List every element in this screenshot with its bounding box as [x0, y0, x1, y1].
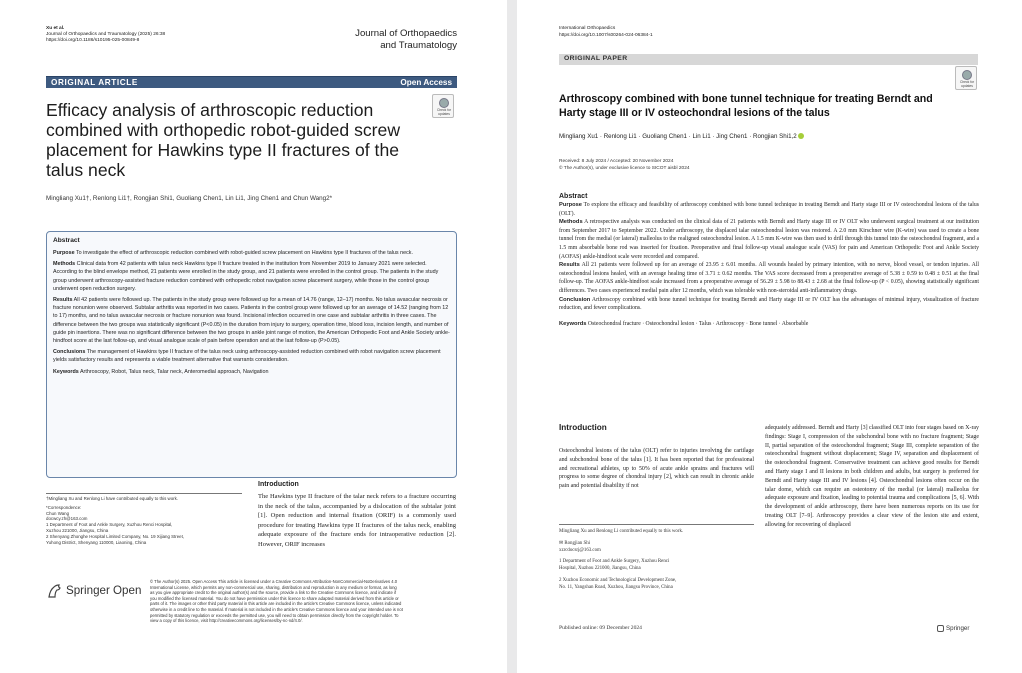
footnote-rule	[46, 493, 242, 494]
received-accepted-dates: Received: 8 July 2024 / Accepted: 20 November 2024	[559, 159, 674, 164]
left-intro-text: The Hawkins type II fracture of the talar neck refers to a fracture occurring in the neck of the talus, accompanied by a dislocation of the subtalar joint [1]. Open reduction and internal fixation (ORIF) is a commonly used procedure for treating Hawkins type II fractures of the talus neck, enabling adequate exposure of the fracture ends for intraoperative reduction [2]. However, ORIF increases	[258, 493, 456, 548]
footnote-line: *Correspondence:	[46, 504, 82, 510]
right-authors	[559, 133, 969, 140]
right-intro-text: Osteochondral lesions of the talus (OLT) refer to injuries involving the cartilage and subchondral bone of the talus [1]. It has been reported that for professional and recreational athletes, up to 50% of acute ankle sprains and fractures will progress to some degree of chondral injury [2], which can result in chronic ankle pain and potential disability if not	[559, 448, 754, 490]
right-article-title: Arthroscopy combined with bone tunnel technique for treating Berndt and Harty stage III or IV osteochondral lesions of the talus	[559, 93, 933, 119]
right-paper-page	[517, 0, 1022, 673]
abstract-text: All 42 patients were followed up. The patients in the study group were followed up for a mean of 14.76 (range, 12–17) months. No talus avascular necrosis or fracture nonunion were observed. Subtalar arthritis was reported in two cases. Patients in the control group were followed up for an average of 14.52 (ranging from 12 to 17) months, and no talus avascular necrosis or fracture nonunion was found. Incisional infection occurred in one case and subtalar arthritis in three cases. The difference between the two groups was statistically significant (P<0.05) in the duration from injury to surgery, operation time, blood loss, incision length, and number of guide pin insertions. There was no significant difference between the two groups in ankle joint range of motion, the American Orthopedic Foot and Ankle Society ankle-hindfoot score at the last follow-up, and visual analogue scale of pain before operation and at the last follow-up (P>0.05).	[53, 297, 450, 345]
left-abstract-keywords	[53, 368, 450, 376]
correspondence-email[interactable]: docwcy.zh@163.com	[46, 516, 88, 522]
left-paper-page	[0, 0, 507, 673]
right-abstract-conclusion	[559, 296, 979, 313]
abstract-label: Purpose	[53, 250, 75, 256]
keywords-label: Keywords	[559, 320, 587, 327]
license-line: as you give appropriate credit to the original author(s) and the source, provide a link to the Creative Commons licence, and indicate if	[150, 590, 397, 596]
left-abstract-heading: Abstract	[53, 237, 80, 244]
springer-horse-icon	[46, 582, 64, 600]
keywords-text: Osteochondral fracture · Osteochondral lesion · Talus · Arthroscopy · Bone tunnel · Absorbable	[586, 320, 809, 327]
right-article-type-bar	[559, 54, 978, 65]
right-abstract-methods	[559, 218, 979, 261]
left-article-type-bar	[46, 76, 457, 88]
abstract-label: Methods	[559, 219, 583, 226]
left-footnotes	[46, 493, 242, 545]
right-authors-text: Mingliang Xu1 · Renlong Li1 · Guoliang Chen1 · Lin Li1 · Jing Chen1 · Rongjian Shi1,2	[559, 133, 797, 140]
check-badge-line2: updates	[961, 83, 973, 88]
right-dates	[559, 159, 859, 172]
springer-open-label: Springer Open	[66, 584, 142, 597]
abstract-label: Keywords	[53, 368, 79, 375]
left-abstract-box	[46, 231, 457, 478]
left-authors: Mingliang Xu1†, Renlong Li1†, Rongjian Shi1, Guoliang Chen1, Lin Li1, Jing Chen1 and Chun Wang2*	[46, 195, 333, 202]
license-line: you modified the licensed material. You do not have permission under this licence to share adapted material derived from this article or	[150, 595, 399, 601]
copyright-line: © The Author(s), under exclusive licence to SICOT aisbl 2024	[559, 165, 690, 171]
right-abstract-heading: Abstract	[559, 193, 588, 200]
check-updates-icon	[962, 70, 972, 80]
license-line: © The Author(s) 2025. Open Access This article is licensed under a Creative Commons Attribution-NonCommercial-NoDerivatives 4.0	[150, 579, 398, 584]
left-journal-name	[297, 28, 457, 52]
left-abstract-results	[53, 296, 450, 345]
right-abstract	[559, 193, 979, 328]
right-header	[559, 26, 809, 40]
footnote-line: Mingliang Xu and Renlong Li contributed equally to this work.	[559, 529, 684, 534]
published-online-date: Published online: 09 December 2024	[559, 625, 642, 631]
license-line: permitted by statutory regulation or exceeds the permitted use, you will need to obtain permission directly from the copyright holder. To	[150, 612, 399, 618]
footnote-line: 1 Department of Foot and Ankle Surgery, Xuzhou Renci Hospital,	[46, 522, 173, 528]
right-abstract-purpose	[559, 201, 979, 218]
abstract-text: Arthroscopy, Robot, Talus neck, Talar neck, Anteromedial approach, Navigation	[78, 368, 269, 375]
abstract-label: Purpose	[559, 202, 583, 208]
right-abstract-results	[559, 261, 979, 295]
abstract-label: Methods	[53, 261, 76, 268]
affiliation-line: 2 Xuzhou Economic and Technological Development Zone,	[559, 577, 677, 583]
footnote-line: Chun Wang	[46, 510, 70, 516]
abstract-label: Conclusion	[559, 296, 591, 303]
left-header-journal-ref: Journal of Orthopaedics and Traumatology (2025) 26:38	[46, 32, 166, 37]
check-for-updates-badge[interactable]	[432, 94, 454, 118]
orcid-icon[interactable]	[798, 133, 804, 139]
springer-footer-logo	[937, 625, 969, 632]
footnote-rule	[559, 524, 754, 525]
abstract-text: Clinical data from 42 patients with talus neck Hawkins type II fracture treated in the institution from November 2019 to January 2021 were selected. According to the blind envelope method, 21 patients were enrolled in the study group, and 21 patients were enrolled in the control group. The patients in the study group underwent arthroscopy-assisted fracture reduction combined with orthopedic robot navigation screw placement surgery, while those in the control group underwent open reduction surgery.	[53, 261, 439, 292]
check-badge-line2: updates	[438, 111, 450, 116]
abstract-label: Results	[53, 297, 73, 304]
abstract-text: A retrospective analysis was conducted on the clinical data of 21 patients with Berndt and Harty stage III or IV OLT who underwent surgical treatment at our institution from September 2017 to September 2022. Under arthroscopy, the displaced talar osteochondral lesion was restored. A 2.0 mm Kirschner wire (K-wire) was used to create a bone tunnel from the medial (or lateral) malleolus to the realigned osteochondral lesion. A 1.5 mm K-wire was then used to drill through this tunnel into the osteochondral fragment, and a 1.5 mm absorbable bone rod was inserted for fixation. Preoperative and final follow-up visual analogue scale (VAS) for pain and American Orthopedic Foot and Ankle Society (AOFAS) ankle-hindfoot scale were recorded and compared.	[559, 219, 979, 260]
springer-label: Springer	[946, 625, 970, 633]
right-footnotes	[559, 524, 754, 592]
correspondence-email[interactable]: xzrcdocsrj@163.com	[559, 547, 601, 553]
check-for-updates-badge[interactable]	[955, 66, 977, 90]
left-article-type: ORIGINAL ARTICLE	[51, 78, 138, 87]
left-abstract-conclusions	[53, 348, 450, 364]
affiliation-line: 1 Department of Foot and Ankle Surgery, Xuzhou Renci	[559, 559, 670, 565]
left-header-author: Xu et al.	[46, 26, 65, 31]
left-abstract-methods	[53, 260, 450, 293]
check-badge-line1: Check for	[436, 108, 452, 112]
footnote-line: 2 Shenyang Zhonghe Hospital Limited Company, No. 19 Xijiang Street,	[46, 533, 185, 539]
left-license-text	[150, 579, 456, 624]
left-abstract-purpose	[53, 249, 450, 257]
affiliation-line: No. 11, Yangshan Road, Xuzhou, Jiangsu Province, China	[559, 584, 673, 590]
footnote-line: Yuhong District, Shenyang 110000, Liaoning, China	[46, 539, 147, 545]
license-line: parts of it. The images or other third party material in this article are included in the article's Creative Commons licence, unless indicated	[150, 601, 402, 607]
left-header-citation	[46, 26, 246, 44]
abstract-text: All 21 patients were followed up for an average of 23.95 ± 6.01 months. All wounds healed by primary intention, with no nerve, blood vessel, or tendon injuries. All osteochondral lesions healed, with an average healing time of 3.71 ± 0.62 months. The VAS score decreased from a preoperative average of 5.38 ± 0.59 to 0.48 ± 0.51 at the final follow-up. The AOFAS ankle-hindfoot scale increased from a preoperative average of 56.29 ± 5.98 to 88.43 ± 2.68 at the final follow-up (P < 0.05), showing statistically significant differences. Two cases experienced medial pain after 12 months, which was tolerable with non-steroidal anti-inflammatory drugs.	[559, 262, 979, 294]
abstract-label: Results	[559, 262, 580, 269]
left-intro-heading: Introduction	[258, 481, 299, 488]
left-header-doi[interactable]: https://doi.org/10.1186/s10195-025-00849-8	[46, 38, 140, 43]
abstract-text: To investigate the effect of arthroscopic reduction combined with robot-guided screw placement on Hawkins type II fractures of the talus neck.	[74, 250, 413, 256]
correspondence-name: ✉ Rongjian Shi	[559, 540, 590, 546]
right-doi[interactable]: https://doi.org/10.1007/s00264-024-06384-1	[559, 32, 653, 38]
footnote-line: †Mingliang Xu and Renlong Li have contributed equally to this work.	[46, 496, 179, 501]
license-line: International License, which permits any non-commercial use, sharing, distribution and reproduction in any medium or format, as long	[150, 584, 397, 590]
left-article-title: Efficacy analysis of arthroscopic reduction combined with orthopedic robot-guided screw placement for Hawkins type II fractures of the talus neck	[46, 100, 401, 180]
affiliation-line: Hospital, Xuzhou 221000, Jiangsu, China	[559, 566, 641, 572]
right-intro-heading: Introduction	[559, 423, 607, 432]
journal-name-line2: and Traumatology	[380, 40, 457, 51]
journal-name-line1: Journal of Orthopaedics	[355, 28, 457, 39]
springer-icon	[937, 625, 944, 632]
license-line: otherwise in a credit line to the material. If material is not included in the article's Creative Commons licence and your intended use is not	[150, 606, 403, 612]
open-access-label: Open Access	[400, 78, 452, 87]
check-updates-icon	[439, 98, 449, 108]
footnote-line: Xuzhou 221000, Jiangsu, China	[46, 527, 109, 533]
abstract-label: Conclusions	[53, 349, 86, 356]
right-column-text: adequately addressed. Berndt and Harty [3] classified OLT into four stages based on X-ray findings: Stage I, compression of the subchondral bone with no fracture fragment; Stage II, partial separation of the osteochondral fragment; Stage III, complete separation of the osteochondral fragment without displacement; Stage IV, separation and displacement of the osteochondral fragment. Conservative treatment can achieve good results for Berndt and Harty stage I and II lesions in both children and adults, but surgery is preferred for Berndt and Harty stage III and IV lesions [4]. Osteochondral lesions often occur on the talar dome, which can require an osteotomy of the medial (or lateral) malleolus for adequate exposure and fixation, leading to potential trauma and complications [5, 6]. With the development of ankle arthroscopy, there have been numerous reports on its use for treating OLT [7–9]. Arthroscopy provides a clear view of the lesion site and extent, allowing for recovering of displaced	[765, 425, 979, 528]
right-article-type: ORIGINAL PAPER	[564, 55, 628, 62]
abstract-text: Arthroscopy combined with bone tunnel technique for treating Berndt and Harty stage III or IV OLT has the advantages of minimal injury, visualization of fracture reduction, and fewer complications.	[559, 296, 979, 312]
license-line: view a copy of this licence, visit http://creativecommons.org/licenses/by-nc-nd/4.0/.	[150, 618, 303, 624]
right-keywords	[559, 320, 979, 329]
abstract-text: To explore the efficacy and feasibility of arthroscopy combined with bone tunnel technique in treating Berndt and Harty stage III or IV osteochondral lesions of the talus (OLT).	[559, 202, 979, 217]
check-badge-line1: Check for	[959, 80, 975, 84]
right-journal-name: International Orthopaedics	[559, 26, 616, 31]
abstract-text: The management of Hawkins type II fracture of the talus neck using arthroscopy-assisted reduction combined with robot navigation screw placement yields satisfactory results and represents a viable treatment alternative that warrants consideration.	[53, 349, 441, 364]
